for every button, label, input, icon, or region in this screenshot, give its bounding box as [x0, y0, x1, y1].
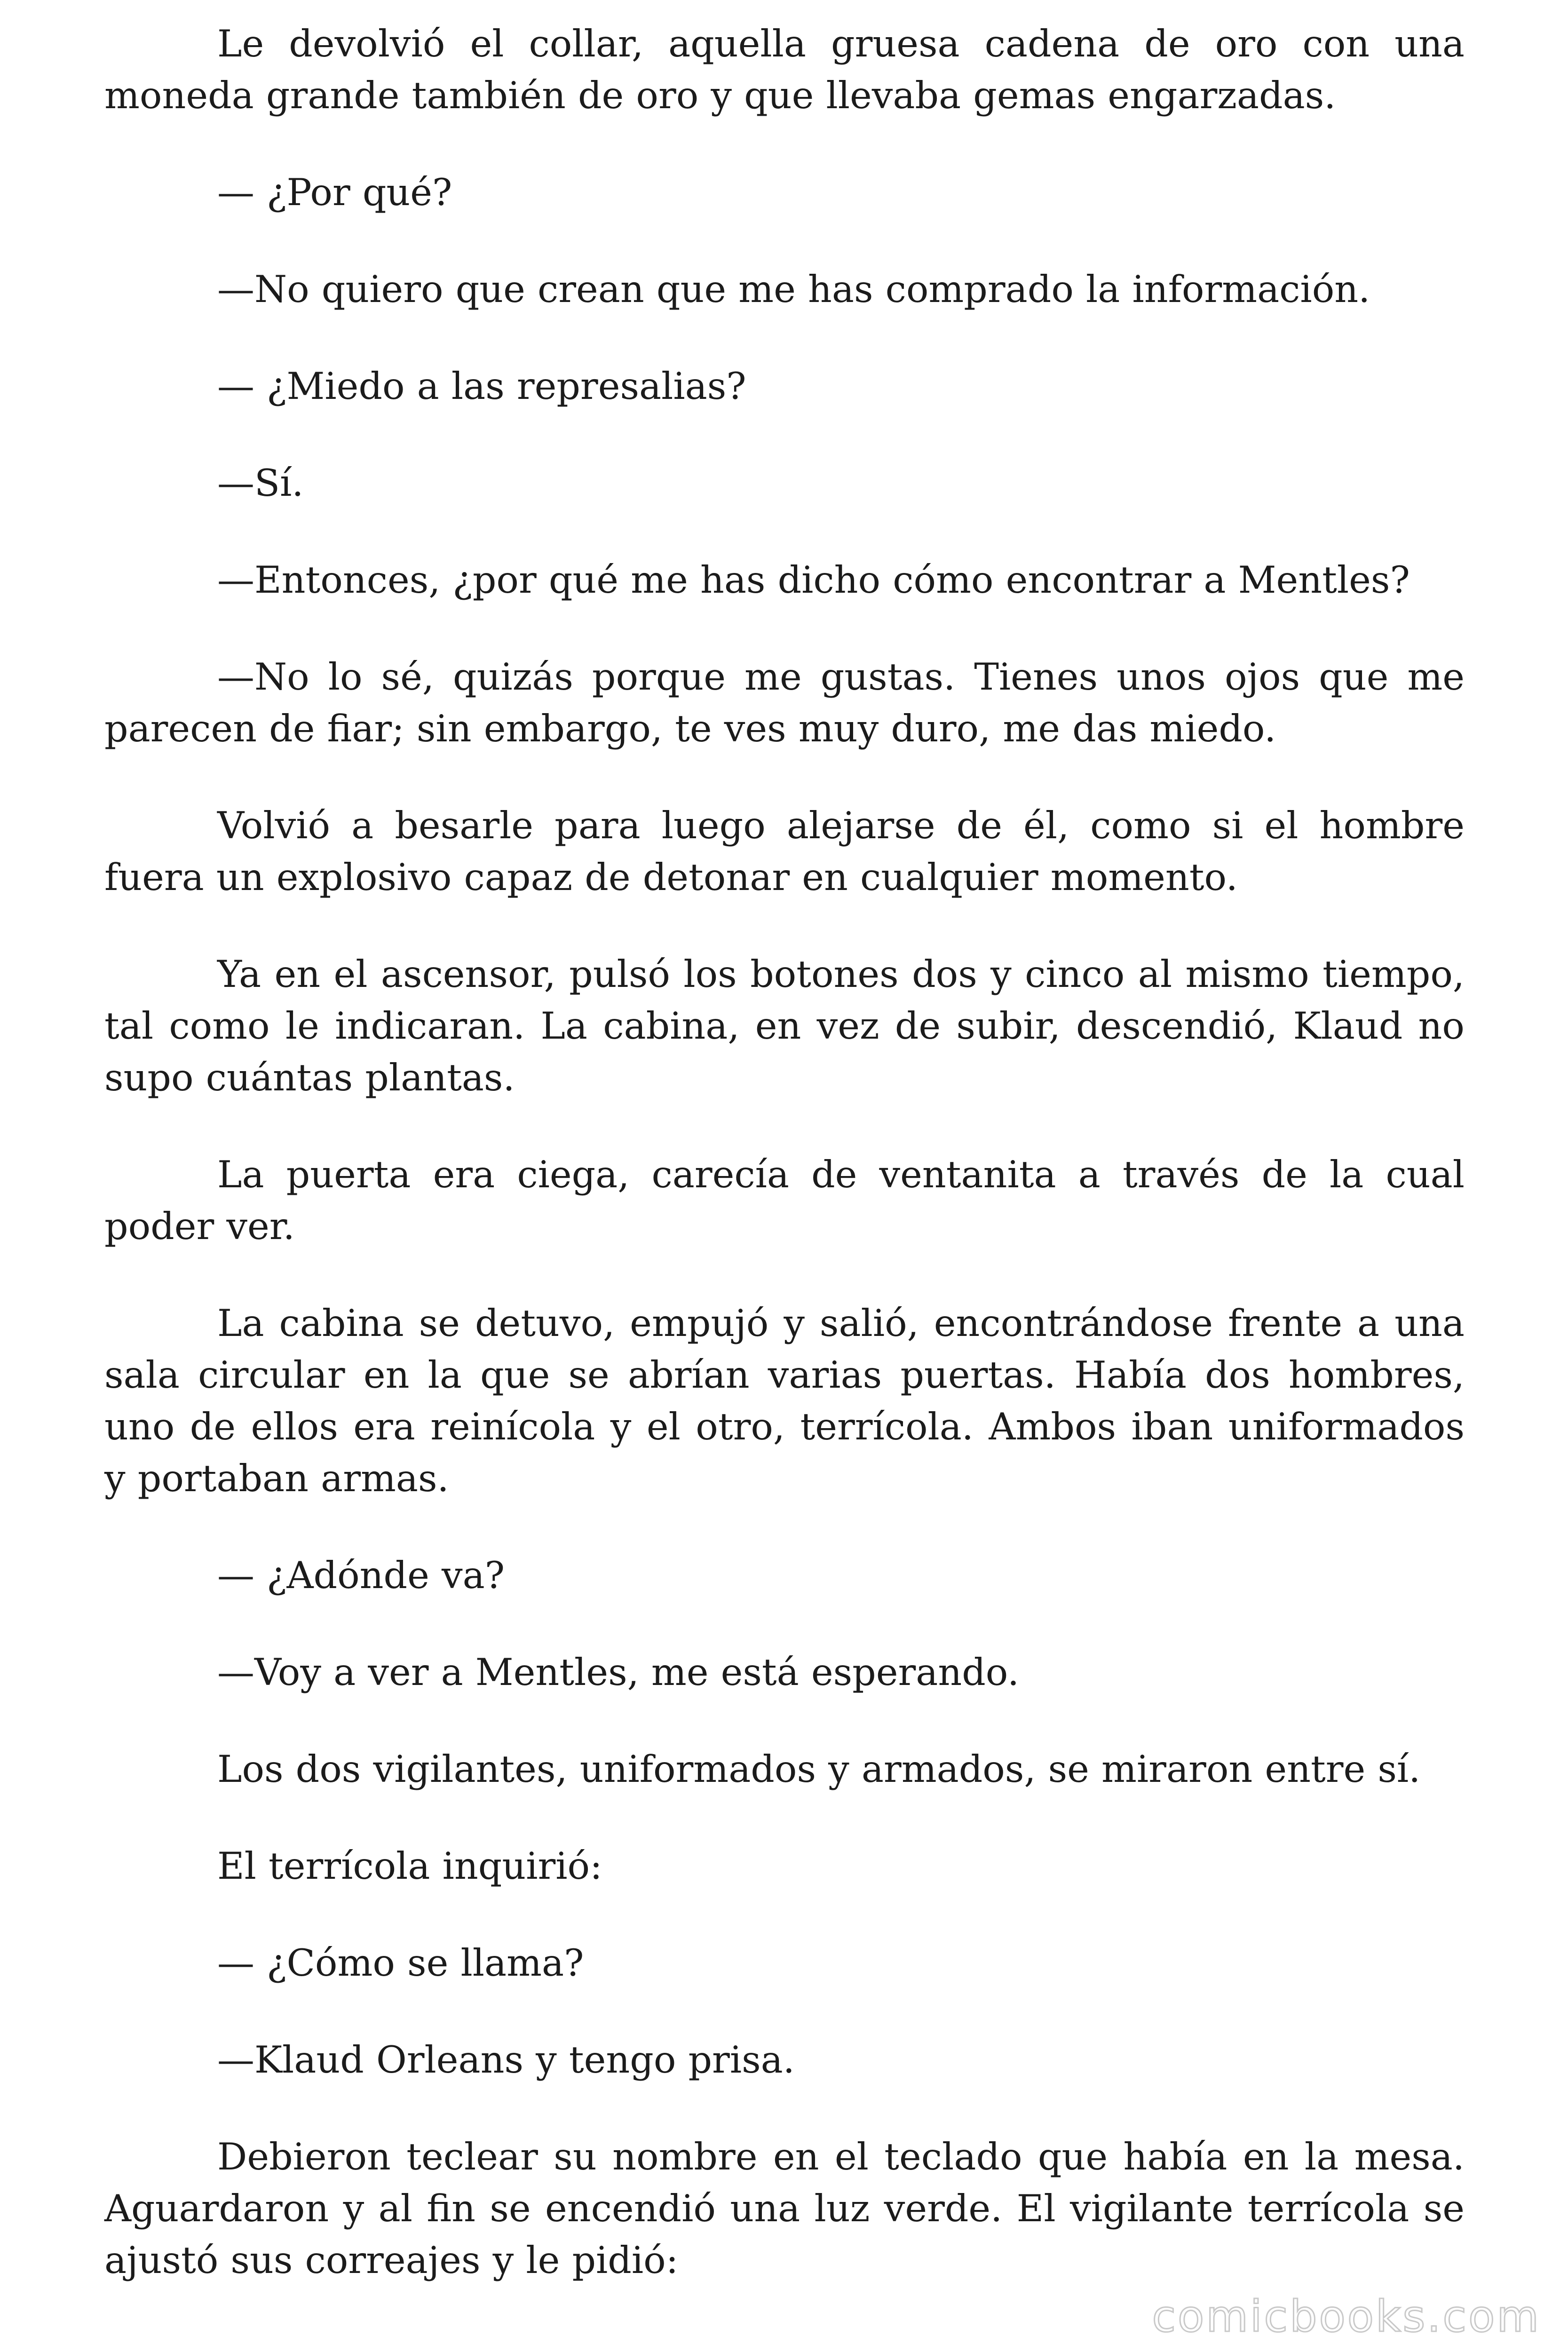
paragraph-13: —Voy a ver a Mentles, me está esperando.	[217, 1651, 1020, 1694]
paragraph-7: —No lo sé, quizás porque me gustas. Tienes unos ojos que me parecen de fiar; sin embargo, te ves muy duro, me das miedo.	[104, 655, 1465, 750]
page-text	[104, 18, 1465, 2286]
paragraph-2: — ¿Por qué?	[217, 171, 452, 214]
paragraph-16: — ¿Cómo se llama?	[217, 1941, 584, 1985]
paragraph-17: —Klaud Orleans y tengo prisa.	[217, 2038, 795, 2082]
paragraph-12: — ¿Adónde va?	[217, 1554, 505, 1597]
paragraph-15: El terrícola inquirió:	[217, 1844, 602, 1888]
paragraph-4: — ¿Miedo a las represalias?	[217, 365, 746, 408]
paragraph-10: La puerta era ciega, carecía de ventanita a través de la cual poder ver.	[104, 1153, 1465, 1248]
paragraph-11: La cabina se detuvo, empujó y salió, encontrándose frente a una sala circular en la que se abrían varias puertas. Había dos hombres, uno de ellos era reinícola y el otro, terrícola. Ambos iban uniformados y portaban armas.	[104, 1302, 1465, 1500]
paragraph-18: Debieron teclear su nombre en el teclado que había en la mesa. Aguardaron y al fin se encendió una luz verde. El vigilante terrícola se ajustó sus correajes y le pidió:	[104, 2135, 1465, 2282]
paragraph-5: —Sí.	[217, 461, 304, 505]
watermark-logo: comicbooks.com	[1152, 2291, 1541, 2342]
paragraph-8: Volvió a besarle para luego alejarse de él, como si el hombre fuera un explosivo capaz de detonar en cualquier momento.	[104, 804, 1465, 899]
paragraph-14: Los dos vigilantes, uniformados y armados, se miraron entre sí.	[217, 1748, 1421, 1791]
paragraph-3: —No quiero que crean que me has comprado la información.	[217, 268, 1370, 311]
paragraph-9: Ya en el ascensor, pulsó los botones dos y cinco al mismo tiempo, tal como le indicaran. La cabina, en vez de subir, descendió, Klaud no supo cuántas plantas.	[104, 953, 1465, 1099]
paragraph-6: —Entonces, ¿por qué me has dicho cómo encontrar a Mentles?	[217, 558, 1410, 602]
paragraph-1: Le devolvió el collar, aquella gruesa cadena de oro con una moneda grande también de oro y que llevaba gemas engarzadas.	[104, 22, 1465, 117]
